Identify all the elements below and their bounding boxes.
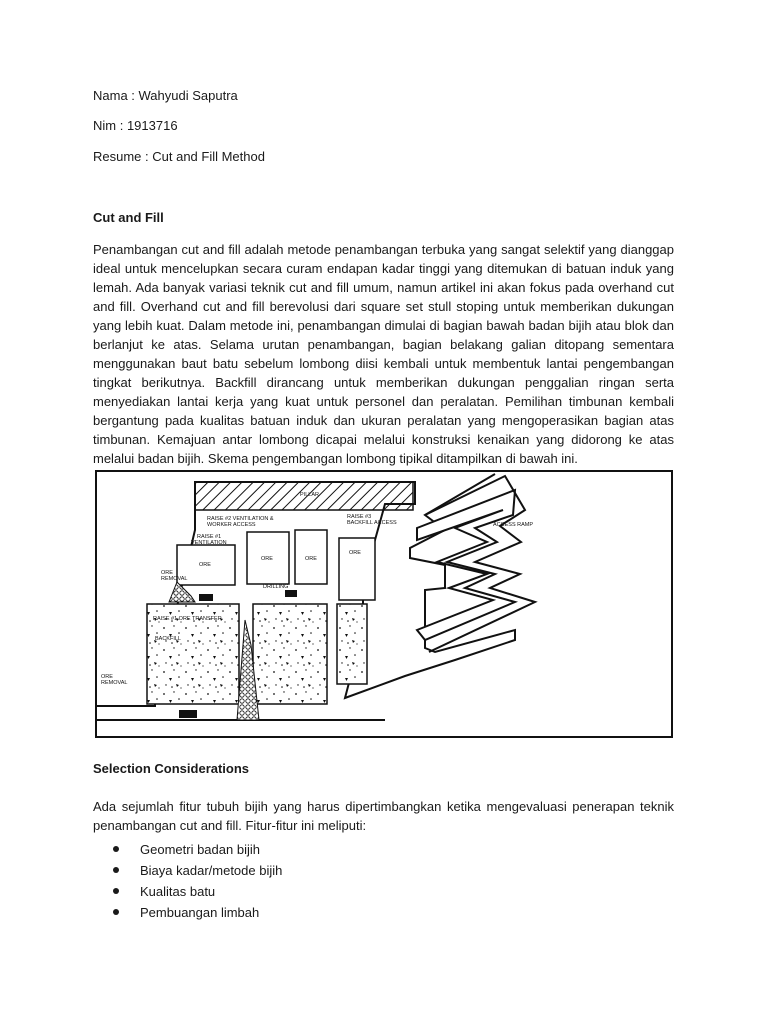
label-ore-4: ORE <box>349 550 361 556</box>
loader-top <box>199 594 213 601</box>
list-item: Pembuangan limbah <box>113 902 282 923</box>
label-raise3b: BACKFILL ACCESS <box>347 520 397 526</box>
label-backfill: BACKFILL <box>155 636 181 642</box>
section-heading-selection-considerations: Selection Considerations <box>93 761 250 776</box>
label-ore-removal-bottom-b: REMOVAL <box>101 680 128 686</box>
author-name: Nama : Wahyudi Saputra <box>93 88 238 103</box>
considerations-list <box>113 839 282 923</box>
section-heading-cut-and-fill: Cut and Fill <box>93 210 164 225</box>
list-item: Kualitas batu <box>113 881 282 902</box>
label-ore-3: ORE <box>305 556 317 562</box>
bullet-icon <box>113 909 119 915</box>
backfill-block-right <box>337 604 367 684</box>
label-ore-removal-top-b: REMOVAL <box>161 576 188 582</box>
label-ore-removal-bottom: ORE <box>101 674 113 680</box>
label-drilling: DRILLING <box>263 584 289 590</box>
label-raise3: RAISE #3 <box>347 514 372 520</box>
backfill-block-middle <box>253 604 327 704</box>
label-raise1: RAISE #1 <box>197 534 222 540</box>
label-ore-1: ORE <box>199 562 211 568</box>
label-raise1b: VENTILATION <box>191 540 227 546</box>
label-raise2: RAISE #2 VENTILATION & <box>207 516 274 522</box>
drill-rig <box>285 590 297 597</box>
label-access-ramp: ACCESS RAMP <box>493 522 534 528</box>
label-raise2b: WORKER ACCESS <box>207 522 256 528</box>
selection-considerations-paragraph: Ada sejumlah fitur tubuh bijih yang harus dipertimbangkan ketika mengevaluasi penerapan teknik penambangan cut and fill. Fitur-fitur ini meliputi: <box>93 799 674 833</box>
ore-block-4 <box>339 538 375 600</box>
bullet-icon <box>113 867 119 873</box>
stope-development-diagram <box>95 470 673 738</box>
resume-title: Resume : Cut and Fill Method <box>93 149 265 164</box>
label-ore-removal-top: ORE <box>161 570 173 576</box>
list-item: Biaya kadar/metode bijih <box>113 860 282 881</box>
label-ore-2: ORE <box>261 556 273 562</box>
list-item: Geometri badan bijih <box>113 839 282 860</box>
loader-bottom <box>179 710 197 718</box>
label-pillar: PILLAR <box>300 492 319 498</box>
bullet-icon <box>113 846 119 852</box>
student-id: Nim : 1913716 <box>93 118 178 133</box>
cut-and-fill-paragraph: Penambangan cut and fill adalah metode penambangan terbuka yang sangat selektif yang dianggap ideal untuk mencelupkan secara curam endapan kadar tinggi yang ditemukan di batuan induk yang lemah. Ada banyak variasi teknik cut and fill umum, namun artikel ini akan fokus pada overhand cut and fill. Overhand cut and fill berevolusi dari square set stull stoping untuk memberikan dukungan yang lebih kuat. Dalam metode ini, penambangan dimulai di bagian bawah badan bijih atau blok dan berlanjut ke atas. Selama urutan penambangan, bagian belakang galian ditopang sementara menggunakan baut batu sebelum lombong diisi kembali untuk membentuk lantai pengembangan tingkat berikutnya. Backfill dirancang untuk memberikan dukungan penggalian ringan serta menyediakan lantai kerja yang kuat untuk personel dan peralatan. Pemilihan timbunan kembali bergantung pada kualitas batuan induk dan ukuran peralatan yang mengoperasikan bagian atas timbunan. Kemajuan antar lombong dicapai melalui konstruksi kenaikan yang didorong ke atas melalui badan bijih. Skema pengembangan lombong tipikal ditampilkan di bawah ini. <box>93 242 674 466</box>
label-raise1-ore-transfer: RAISE #1 ORE TRANSFER <box>153 616 222 622</box>
bullet-icon <box>113 888 119 894</box>
